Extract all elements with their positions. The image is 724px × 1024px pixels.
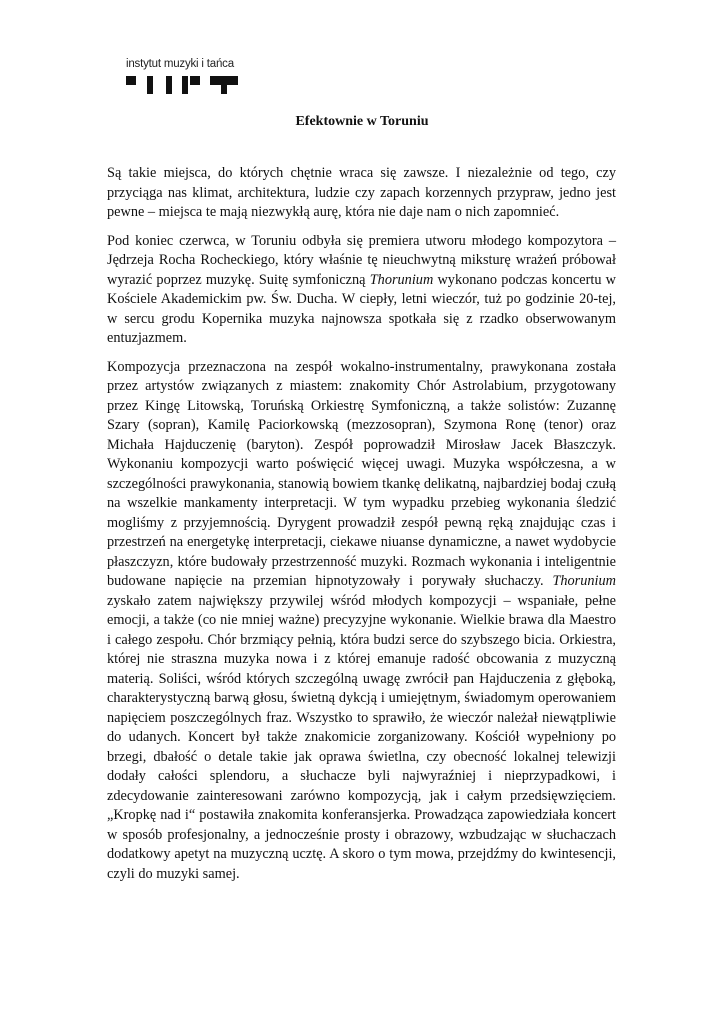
- paragraph-3: [107, 358, 616, 885]
- paragraph-2-text-a: Pod koniec czerwca, w Toruniu odbyła się premiera utworu młodego kompozytora – Jędrzeja Rocha Rocheckiego, który właśnie tę nieuchwytną miksturę wrażeń próbował wyrazić poprzez muzykę. Suitę symfoniczną: [107, 232, 616, 288]
- logo-text: instytut muzyki i tańca: [126, 58, 234, 70]
- paragraph-1: Są takie miejsca, do których chętnie wraca się zawsze. I niezależnie od tego, czy przyciąga nas klimat, architektura, ludzie czy zapach korzennych przypraw, jedno jest pewne – miejsca te mają niezwykłą aurę, która nie daje nam o nich zapomnieć.: [107, 165, 616, 220]
- paragraph-3-work-title: Thorunium: [552, 573, 616, 589]
- paragraph-2: [107, 232, 616, 349]
- document-body: [107, 164, 616, 893]
- paragraph-3-text-b: zyskało zatem największy przywilej wśród młodych kompozycji – wspaniałe, pełne emocji, a także (co nie mniej ważne) precyzyjne wykonanie. Wielkie brawa dla Maestro i całego zespołu. Chór brzmiący pełnią, która budzi serce do szybszego bicia. Orkiestra, której nie straszna muzyka nowa i z której emanuje radość obcowania z muzyczną materią. Soliści, wśród których szczególną uwagę zwrócił pan Hajduczenia z głęboką, charakterystyczną barwą głosu, świetną dykcją i umiejętnym, świadomym operowaniem napięciem poszczególnych fraz. Wszystko to sprawiło, że wieczór należał niewątpliwie do udanych. Koncert był także znakomicie zorganizowany. Kościół wypełniony po brzegi, dbałość o detale takie jak oprawa świetlna, czy obecność lokalnej telewizji dodały całości splendoru, a słuchacze byli najwyraźniej i nieprzypadkowi, i zdecydowanie zainteresowani zarówno kompozycją, jak i całym przedsięwzięciem. „Kropkę nad i“ postawiła znakomita konferansjerka. Prowadząca zapowiedziała koncert w sposób profesjonalny, a jednocześnie prosty i obrazowy, wzbudzając w słuchaczach dodatkowy apetyt na muzyczną ucztę. A skoro o tym mowa, przejdźmy do kwintesencji, czyli do muzyki samej.: [107, 592, 616, 882]
- imit-logo-icon: [126, 76, 238, 94]
- institute-logo: [126, 58, 246, 98]
- paragraph-3-text-a: Kompozycja przeznaczona na zespół wokalno-instrumentalny, prawykonana została przez artystów związanych z miastem: znakomity Chór Astrolabium, przygotowany przez Kingę Litowską, Toruńską Orkiestrę Symfoniczną, a także solistów: Zuzannę Szary (sopran), Kamilę Paciorkowską (mezzosopran), Szymona Ronę (tenor) oraz Michała Hajduczenię (baryton). Zespół poprowadził Mirosław Jacek Błaszczyk. Wykonaniu kompozycji warto poświęcić więcej uwagi. Muzyka współczesna, a w szczególności prawykonania, stanowią bowiem tkankę delikatną, najbardziej bodaj czułą na wszelkie mankamenty interpretacji. W tym wypadku przebieg wykonania śledzić mogliśmy z przyjemnością. Dyrygent prowadził zespół pewną ręką znajdując czas i przestrzeń na energetykę interpretacji, ciekawe niuanse dynamiczne, a nawet wydobycie płaszczyzn, które budowały przestrzenność muzyki. Rozmach wykonania i inteligentnie budowane napięcie na przemian hipnotyzowały i porywały słuchaczy.: [107, 358, 616, 589]
- document-title: Efektownie w Toruniu: [295, 114, 429, 129]
- paragraph-2-text-b: wykonano podczas koncertu w Kościele Akademickim pw. Św. Ducha. W ciepły, letni wieczór, tuż po godzinie 20-tej, w sercu grodu Kopernika muzyka najnowsza spotkała się z rzadko obserwowanym entuzjazmem.: [107, 271, 616, 346]
- paragraph-2-work-title: Thorunium: [369, 271, 434, 288]
